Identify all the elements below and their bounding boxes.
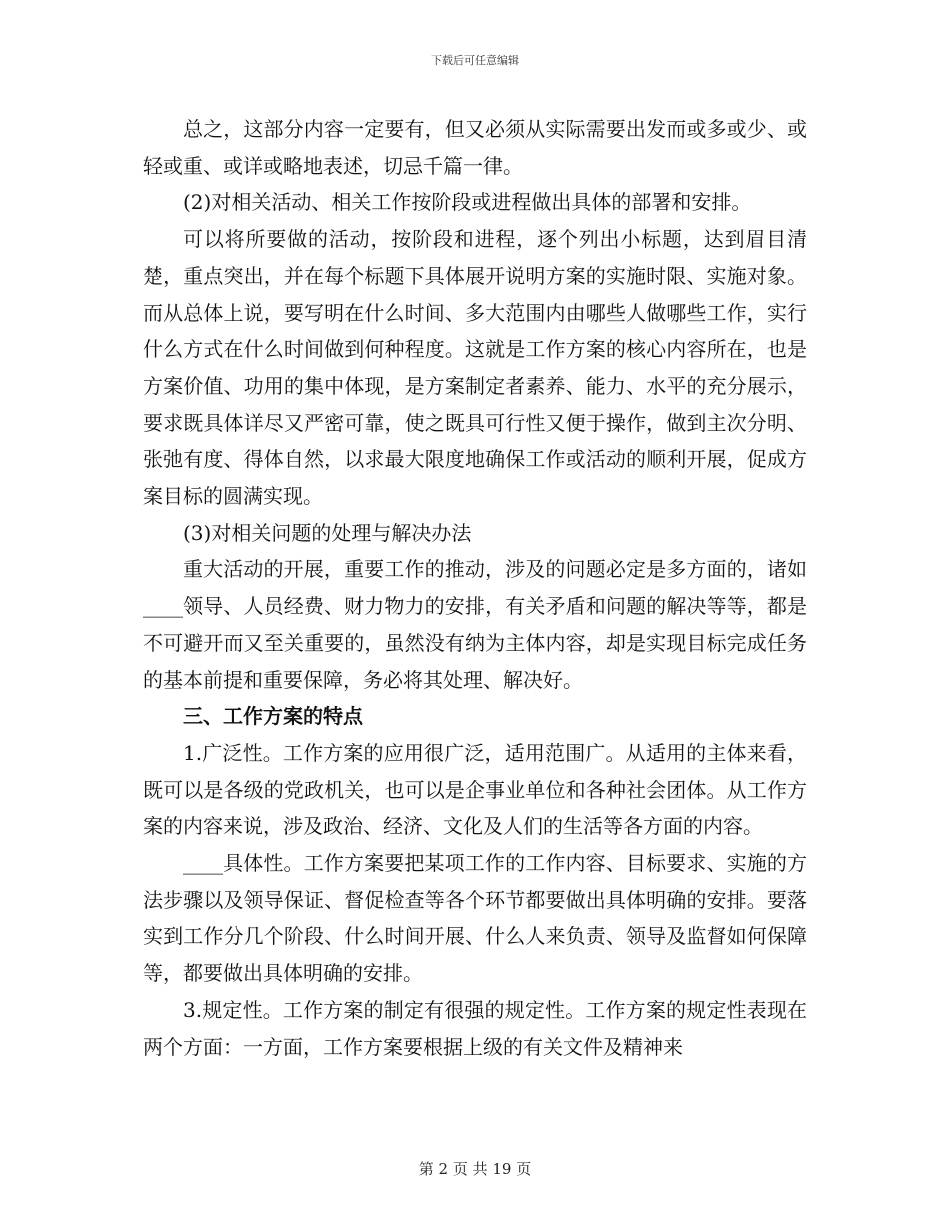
paragraph-feature-specificity: ____具体性。工作方案要把某项工作的工作内容、目标要求、实施的方法步骤以及领导保证、督促检查等各个环节都要做出具体明确的安排。要落实到工作分几个阶段、什么时间开展、什么人来负责、领导及监督如何保障等，都要做出具体明确的安排。 <box>143 851 807 986</box>
paragraph-feature-breadth: 1.广泛性。工作方案的应用很广泛，适用范围广。从适用的主体来看，既可以是各级的党政机关，也可以是企事业单位和各种社会团体。从工作方案的内容来说，涉及政治、经济、文化及人们的生活等各方面的内容。 <box>143 740 807 839</box>
paragraph-problem-handling: 重大活动的开展，重要工作的推动，涉及的问题必定是多方面的，诸如____领导、人员经费、财力物力的安排，有关矛盾和问题的解决等等，都是不可避开而又至关重要的，虽然没有纳为主体内容，却是实现目标完成任务的基本前提和重要保障，务必将其处理、解决好。 <box>143 557 807 692</box>
paragraph-feature-regulation: 3.规定性。工作方案的制定有很强的规定性。工作方案的规定性表现在两个方面：一方面，工作方案要根据上级的有关文件及精神来 <box>143 997 807 1059</box>
page-footer: 第 2 页 共 19 页 <box>418 1160 532 1178</box>
paragraph-summary: 总之，这部分内容一定要有，但又必须从实际需要出发而或多或少、或轻或重、或详或略地表述，切忌千篇一律。 <box>143 117 807 178</box>
paragraph-deployment: 可以将所要做的活动，按阶段和进程，逐个列出小标题，达到眉目清楚，重点突出，并在每个标题下具体展开说明方案的实施时限、实施对象。而从总体上说，要写明在什么时间、多大范围内由哪些人做哪些工作，实行什么方式在什么时间做到何种程度。这就是工作方案的核心内容所在，也是方案价值、功用的集中体现，是方案制定者素养、能力、水平的充分展示，要求既具体详尽又严密可靠，使之既具可行性又便于操作，做到主次分明、张弛有度、得体自然，以求最大限度地确保工作或活动的顺利开展，促成方案目标的圆满实现。 <box>143 227 807 509</box>
section-heading-features: 三、工作方案的特点 <box>183 704 363 729</box>
subheading-deployment: (2)对相关活动、相关工作按阶段或进程做出具体的部署和安排。 <box>183 190 752 215</box>
document-body <box>143 111 807 1065</box>
subheading-problem-handling: (3)对相关问题的处理与解决办法 <box>183 520 472 545</box>
page-header: 下载后可任意编辑 <box>431 54 519 67</box>
